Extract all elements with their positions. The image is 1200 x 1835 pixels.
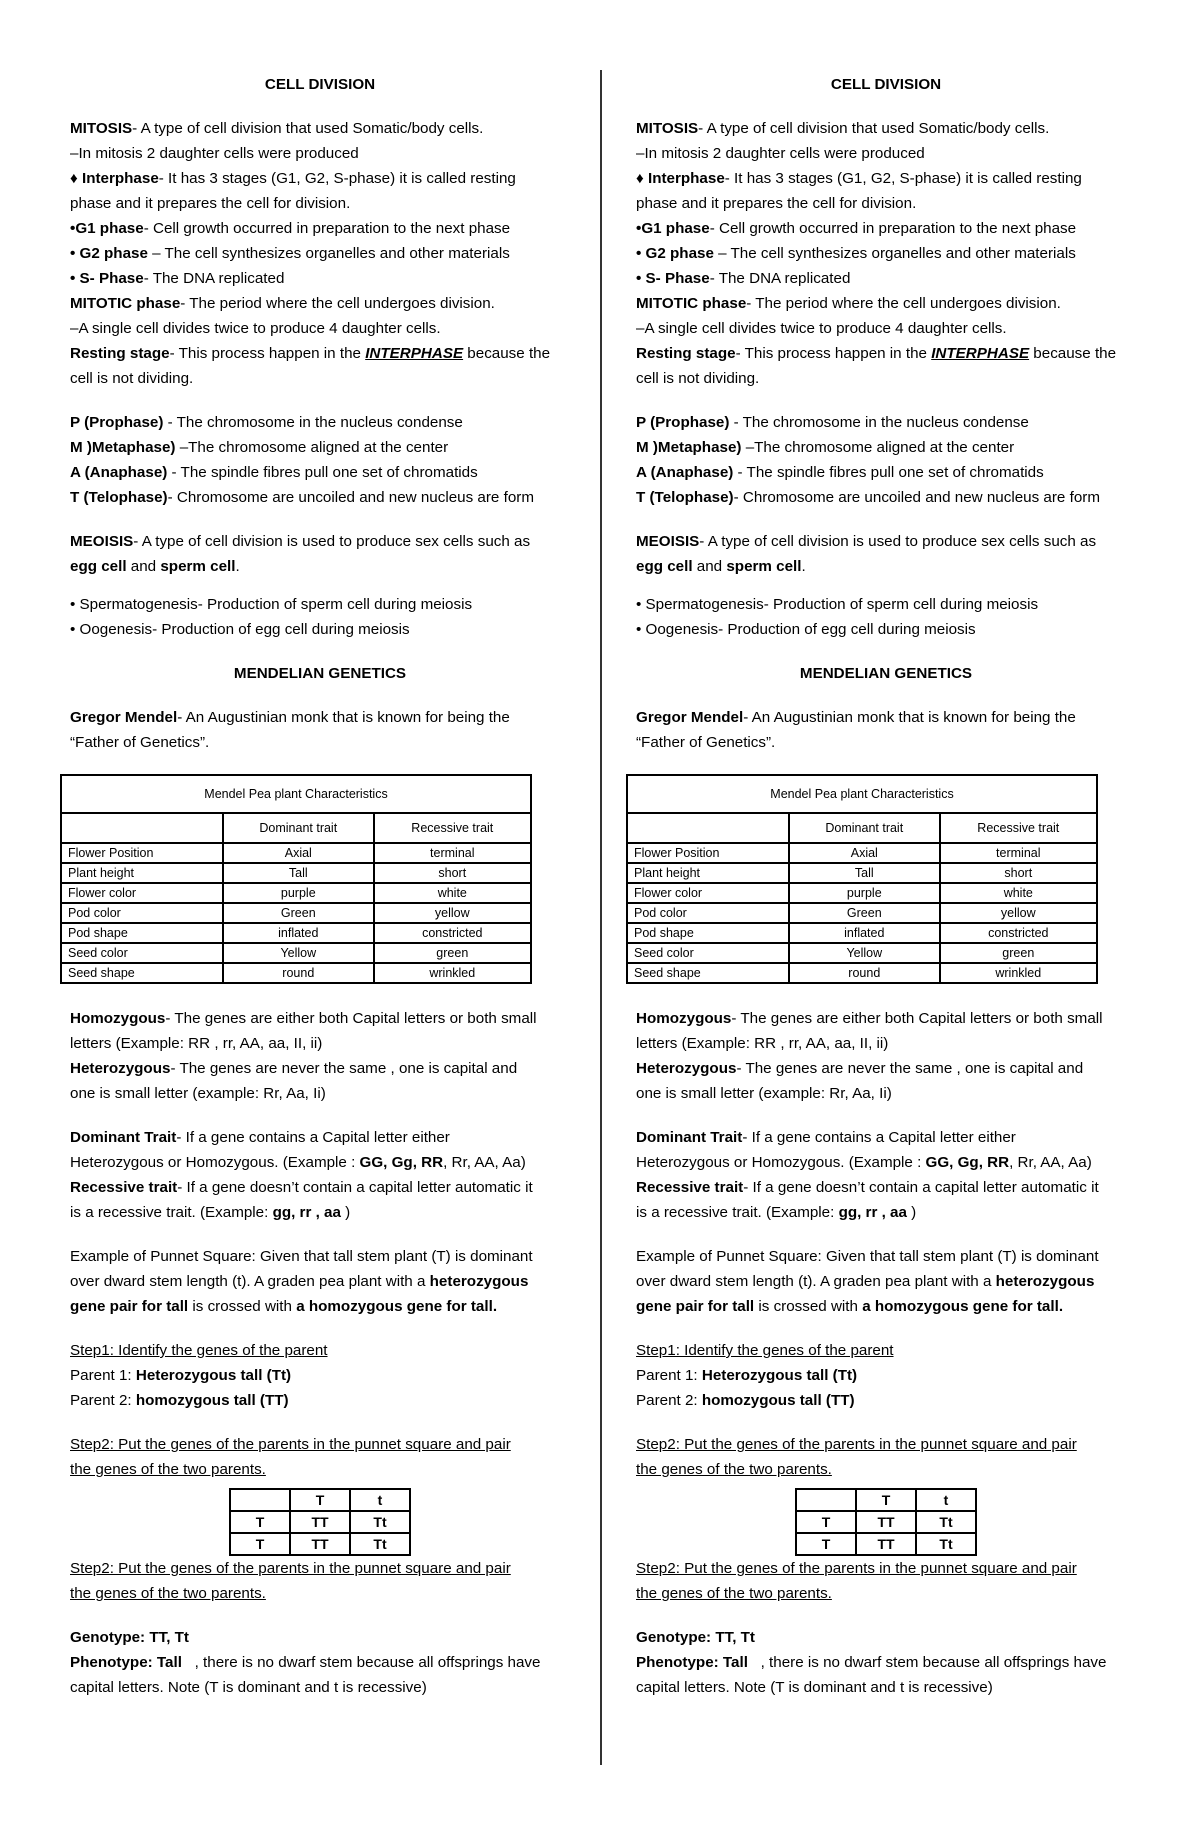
mitosis-def: - A type of cell division that used Somatic/body cells. xyxy=(698,120,1050,137)
step2-line-1: Step2: Put the genes of the parents in the punnet square and pair xyxy=(636,1436,1077,1453)
heterozygous-def-cont: one is small letter (example: Rr, Aa, Ii) xyxy=(70,1085,326,1102)
recessive-def-cont: is a recessive trait. (Example: xyxy=(70,1204,273,1221)
table-header-recessive: Recessive trait xyxy=(940,813,1097,843)
dominant-def-cont: Heterozygous or Homozygous. (Example : xyxy=(70,1154,360,1171)
meiosis-term: MEOISIS xyxy=(70,533,134,550)
prophase-def: - The chromosome in the nucleus condense xyxy=(729,414,1029,431)
punnett-cell: T xyxy=(230,1533,290,1555)
s-phase-def: - The DNA replicated xyxy=(709,270,851,287)
phases-section xyxy=(70,410,570,510)
step2-repeat-line-1: Step2: Put the genes of the parents in the punnet square and pair xyxy=(636,1560,1077,1577)
recessive-example-rest: ) xyxy=(340,1204,351,1221)
g2-def: – The cell synthesizes organelles and other materials xyxy=(713,245,1076,262)
step1-section xyxy=(636,1338,1136,1413)
step1-section xyxy=(70,1338,570,1413)
table-cell: Axial xyxy=(223,843,374,863)
resting-emphasis: INTERPHASE xyxy=(365,345,464,362)
homozygous-def: - The genes are either both Capital letters or both small xyxy=(731,1010,1103,1027)
interphase-def: - It has 3 stages (G1, G2, S-phase) it is called resting xyxy=(158,170,516,187)
dominant-example-rest: , Rr, AA, Aa) xyxy=(1009,1154,1092,1171)
table-cell: Seed shape xyxy=(61,963,223,983)
example-heterozygous: heterozygous xyxy=(995,1273,1095,1290)
parent1-label: Parent 1: xyxy=(636,1367,702,1384)
dominant-def: - If a gene contains a Capital letter either xyxy=(742,1129,1016,1146)
mendel-section xyxy=(70,705,570,755)
oogenesis-bullet: • Oogenesis- Production of egg cell during meiosis xyxy=(636,621,976,638)
dominant-term: Dominant Trait xyxy=(636,1129,743,1146)
table-row xyxy=(61,883,531,903)
punnett-cell: Tt xyxy=(350,1533,410,1555)
resting-term: Resting stage xyxy=(70,345,170,362)
page-title: CELL DIVISION xyxy=(264,76,376,93)
table-cell: constricted xyxy=(374,923,531,943)
recessive-term: Recessive trait xyxy=(70,1179,178,1196)
table-cell: Axial xyxy=(789,843,940,863)
anaphase-term: A (Anaphase) xyxy=(70,464,168,481)
example-line-1: Example of Punnet Square: Given that tall stem plant (T) is dominant xyxy=(70,1248,533,1265)
sperm-cell-term: sperm cell xyxy=(160,558,236,575)
punnett-cell: T xyxy=(856,1489,916,1511)
step2-repeat-line-2: the genes of the two parents. xyxy=(70,1585,266,1602)
step2-line-2: the genes of the two parents. xyxy=(70,1461,266,1478)
punnett-cell: TT xyxy=(856,1511,916,1533)
homozygous-def: - The genes are either both Capital letters or both small xyxy=(165,1010,537,1027)
meiosis-def: - A type of cell division is used to produce sex cells such as xyxy=(133,533,531,550)
interphase-def-cont: phase and it prepares the cell for division. xyxy=(636,195,917,212)
table-cell: Seed shape xyxy=(627,963,789,983)
g1-def: - Cell growth occurred in preparation to the next phase xyxy=(143,220,511,237)
homozygous-def-cont: letters (Example: RR , rr, AA, aa, II, ii) xyxy=(636,1035,889,1052)
example-section xyxy=(636,1244,1136,1319)
punnett-square xyxy=(229,1488,411,1556)
example-line-2: over dward stem length (t). A graden pea plant with a xyxy=(636,1273,996,1290)
mitosis-def: - A type of cell division that used Somatic/body cells. xyxy=(132,120,484,137)
step2-repeat-line-2: the genes of the two parents. xyxy=(636,1585,832,1602)
pea-plant-table xyxy=(60,774,532,984)
recessive-def: - If a gene doesn’t contain a capital letter automatic it xyxy=(177,1179,533,1196)
g2-term: • G2 phase xyxy=(70,245,148,262)
recessive-def: - If a gene doesn’t contain a capital letter automatic it xyxy=(743,1179,1099,1196)
traits-section xyxy=(636,1125,1136,1225)
table-cell: Tall xyxy=(789,863,940,883)
homozygous-def-cont: letters (Example: RR , rr, AA, aa, II, ii) xyxy=(70,1035,323,1052)
table-row xyxy=(627,843,1097,863)
pea-plant-table xyxy=(626,774,1098,984)
table-row xyxy=(61,963,531,983)
phenotype-def: , there is no dwarf stem because all offsprings have xyxy=(181,1654,541,1671)
parent1-value: Heterozygous tall (Tt) xyxy=(701,1367,858,1384)
heterozygous-def: - The genes are never the same , one is capital and xyxy=(736,1060,1084,1077)
example-line-1: Example of Punnet Square: Given that tall stem plant (T) is dominant xyxy=(636,1248,1099,1265)
meiosis-and: and xyxy=(692,558,727,575)
table-row xyxy=(627,963,1097,983)
g1-def: - Cell growth occurred in preparation to the next phase xyxy=(709,220,1077,237)
zygous-section xyxy=(636,1006,1136,1106)
table-cell: round xyxy=(223,963,374,983)
resting-def-b: because the xyxy=(463,345,551,362)
table-cell: yellow xyxy=(940,903,1097,923)
punnett-cell: T xyxy=(290,1489,350,1511)
recessive-def-cont: is a recessive trait. (Example: xyxy=(636,1204,839,1221)
telophase-term: T (Telophase) xyxy=(70,489,168,506)
table-cell: Pod shape xyxy=(61,923,223,943)
example-homozygous: a homozygous gene for tall. xyxy=(296,1298,498,1315)
dominant-example-bold: GG, Gg, RR xyxy=(925,1154,1010,1171)
mendel-section xyxy=(636,705,1136,755)
table-cell: purple xyxy=(223,883,374,903)
metaphase-def: –The chromosome aligned at the center xyxy=(175,439,449,456)
page-title: CELL DIVISION xyxy=(830,76,942,93)
example-section xyxy=(70,1244,570,1319)
table-cell: short xyxy=(374,863,531,883)
meiosis-def: - A type of cell division is used to produce sex cells such as xyxy=(699,533,1097,550)
table-cell: Flower Position xyxy=(61,843,223,863)
right-column xyxy=(636,72,1136,1700)
table-cell: short xyxy=(940,863,1097,883)
telophase-def: - Chromosome are uncoiled and new nucleus are form xyxy=(733,489,1100,506)
resting-def-cont: cell is not dividing. xyxy=(636,370,760,387)
mendel-def: - An Augustinian monk that is known for being the xyxy=(177,709,510,726)
table-cell: Flower Position xyxy=(627,843,789,863)
table-cell: inflated xyxy=(223,923,374,943)
column-divider xyxy=(600,70,602,1765)
table-cell: terminal xyxy=(374,843,531,863)
parent1-label: Parent 1: xyxy=(70,1367,136,1384)
punnett-cell: T xyxy=(796,1511,856,1533)
example-gene-pair: gene pair for tall xyxy=(70,1298,189,1315)
punnett-cell: Tt xyxy=(350,1511,410,1533)
g1-term: •G1 phase xyxy=(636,220,710,237)
mitotic-def: - The period where the cell undergoes division. xyxy=(180,295,495,312)
interphase-term: ♦ Interphase xyxy=(636,170,725,187)
table-cell: terminal xyxy=(940,843,1097,863)
punnett-cell: TT xyxy=(290,1511,350,1533)
table-cell: Yellow xyxy=(223,943,374,963)
phases-section xyxy=(636,410,1136,510)
s-phase-term: • S- Phase xyxy=(70,270,144,287)
mendel-def-cont: “Father of Genetics”. xyxy=(636,734,776,751)
meiosis-section xyxy=(70,529,570,642)
mitosis-note: –In mitosis 2 daughter cells were produced xyxy=(636,145,925,162)
resting-def-cont: cell is not dividing. xyxy=(70,370,194,387)
table-header-dominant: Dominant trait xyxy=(789,813,940,843)
oogenesis-bullet: • Oogenesis- Production of egg cell during meiosis xyxy=(70,621,410,638)
meiosis-period: . xyxy=(235,558,240,575)
table-row xyxy=(627,923,1097,943)
table-cell: white xyxy=(940,883,1097,903)
metaphase-term: M )Metaphase) xyxy=(70,439,176,456)
resting-term: Resting stage xyxy=(636,345,736,362)
table-cell: Green xyxy=(223,903,374,923)
table-row xyxy=(627,903,1097,923)
phenotype-def-cont: capital letters. Note (T is dominant and t is recessive) xyxy=(636,1679,993,1696)
example-gene-pair: gene pair for tall xyxy=(636,1298,755,1315)
punnett-square xyxy=(795,1488,977,1556)
punnett-cell: t xyxy=(916,1489,976,1511)
table-row xyxy=(627,943,1097,963)
meiosis-section xyxy=(636,529,1136,642)
interphase-term: ♦ Interphase xyxy=(70,170,159,187)
zygous-section xyxy=(70,1006,570,1106)
table-cell: Seed color xyxy=(61,943,223,963)
punnett-cell: Tt xyxy=(916,1511,976,1533)
homozygous-term: Homozygous xyxy=(70,1010,166,1027)
meiosis-period: . xyxy=(801,558,806,575)
mendel-def-cont: “Father of Genetics”. xyxy=(70,734,210,751)
step1-title: Step1: Identify the genes of the parent xyxy=(70,1342,328,1359)
table-cell: round xyxy=(789,963,940,983)
punnett-cell xyxy=(230,1489,290,1511)
telophase-term: T (Telophase) xyxy=(636,489,734,506)
step2-section xyxy=(70,1432,570,1482)
mitotic-term: MITOTIC phase xyxy=(70,295,181,312)
mitotic-term: MITOTIC phase xyxy=(636,295,747,312)
mitotic-note: –A single cell divides twice to produce 4 daughter cells. xyxy=(70,320,441,337)
mendel-def: - An Augustinian monk that is known for being the xyxy=(743,709,1076,726)
step2-repeat-section xyxy=(70,1556,570,1606)
g2-term: • G2 phase xyxy=(636,245,714,262)
table-cell: wrinkled xyxy=(940,963,1097,983)
table-cell: Plant height xyxy=(61,863,223,883)
mendel-term: Gregor Mendel xyxy=(636,709,744,726)
table-header-blank xyxy=(627,813,789,843)
table-cell: constricted xyxy=(940,923,1097,943)
heterozygous-term: Heterozygous xyxy=(70,1060,171,1077)
table-caption: Mendel Pea plant Characteristics xyxy=(61,775,531,813)
interphase-def-cont: phase and it prepares the cell for division. xyxy=(70,195,351,212)
step2-repeat-section xyxy=(636,1556,1136,1606)
table-cell: Flower color xyxy=(61,883,223,903)
anaphase-def: - The spindle fibres pull one set of chromatids xyxy=(733,464,1044,481)
interphase-def: - It has 3 stages (G1, G2, S-phase) it is called resting xyxy=(724,170,1082,187)
mitosis-section xyxy=(636,116,1136,391)
prophase-term: P (Prophase) xyxy=(70,414,164,431)
dominant-example-rest: , Rr, AA, Aa) xyxy=(443,1154,526,1171)
step2-line-2: the genes of the two parents. xyxy=(636,1461,832,1478)
dominant-term: Dominant Trait xyxy=(70,1129,177,1146)
table-row xyxy=(61,843,531,863)
punnett-cell: TT xyxy=(290,1533,350,1555)
table-cell: green xyxy=(940,943,1097,963)
result-section xyxy=(70,1625,570,1700)
recessive-example-bold: gg, rr , aa xyxy=(272,1204,341,1221)
s-phase-def: - The DNA replicated xyxy=(143,270,285,287)
table-header-dominant: Dominant trait xyxy=(223,813,374,843)
resting-emphasis: INTERPHASE xyxy=(931,345,1030,362)
mendel-term: Gregor Mendel xyxy=(70,709,178,726)
dominant-def-cont: Heterozygous or Homozygous. (Example : xyxy=(636,1154,926,1171)
egg-cell-term: egg cell xyxy=(70,558,127,575)
mitotic-def: - The period where the cell undergoes division. xyxy=(746,295,1061,312)
punnett-cell: T xyxy=(230,1511,290,1533)
table-cell: Yellow xyxy=(789,943,940,963)
metaphase-def: –The chromosome aligned at the center xyxy=(741,439,1015,456)
egg-cell-term: egg cell xyxy=(636,558,693,575)
parent2-value: homozygous tall (TT) xyxy=(701,1392,855,1409)
table-row xyxy=(627,863,1097,883)
mitosis-section xyxy=(70,116,570,391)
traits-section xyxy=(70,1125,570,1225)
table-row xyxy=(61,903,531,923)
table-header-recessive: Recessive trait xyxy=(374,813,531,843)
punnett-cell: T xyxy=(796,1533,856,1555)
resting-def: - This process happen in the xyxy=(169,345,366,362)
table-cell: Flower color xyxy=(627,883,789,903)
meiosis-and: and xyxy=(126,558,161,575)
step1-title: Step1: Identify the genes of the parent xyxy=(636,1342,894,1359)
step2-line-1: Step2: Put the genes of the parents in the punnet square and pair xyxy=(70,1436,511,1453)
table-cell: Plant height xyxy=(627,863,789,883)
punnett-cell: Tt xyxy=(916,1533,976,1555)
table-caption: Mendel Pea plant Characteristics xyxy=(627,775,1097,813)
table-row xyxy=(61,943,531,963)
example-line-2: over dward stem length (t). A graden pea plant with a xyxy=(70,1273,430,1290)
mendelian-heading: MENDELIAN GENETICS xyxy=(233,665,407,682)
phenotype-def: , there is no dwarf stem because all offsprings have xyxy=(747,1654,1107,1671)
example-homozygous: a homozygous gene for tall. xyxy=(862,1298,1064,1315)
metaphase-term: M )Metaphase) xyxy=(636,439,742,456)
example-heterozygous: heterozygous xyxy=(429,1273,529,1290)
table-cell: Pod shape xyxy=(627,923,789,943)
table-cell: purple xyxy=(789,883,940,903)
heterozygous-term: Heterozygous xyxy=(636,1060,737,1077)
step2-section xyxy=(636,1432,1136,1482)
phenotype-def-cont: capital letters. Note (T is dominant and t is recessive) xyxy=(70,1679,427,1696)
genotype: Genotype: TT, Tt xyxy=(636,1629,755,1646)
table-row xyxy=(627,883,1097,903)
prophase-def: - The chromosome in the nucleus condense xyxy=(163,414,463,431)
left-column xyxy=(70,72,570,1700)
resting-def-b: because the xyxy=(1029,345,1117,362)
g1-term: •G1 phase xyxy=(70,220,144,237)
table-header-blank xyxy=(61,813,223,843)
mitosis-term: MITOSIS xyxy=(70,120,133,137)
g2-def: – The cell synthesizes organelles and other materials xyxy=(147,245,510,262)
mitosis-note: –In mitosis 2 daughter cells were produced xyxy=(70,145,359,162)
recessive-example-bold: gg, rr , aa xyxy=(838,1204,907,1221)
table-cell: Seed color xyxy=(627,943,789,963)
sperm-cell-term: sperm cell xyxy=(726,558,802,575)
parent2-label: Parent 2: xyxy=(636,1392,702,1409)
table-cell: green xyxy=(374,943,531,963)
dominant-def: - If a gene contains a Capital letter either xyxy=(176,1129,450,1146)
recessive-term: Recessive trait xyxy=(636,1179,744,1196)
s-phase-term: • S- Phase xyxy=(636,270,710,287)
phenotype-term: Phenotype: Tall xyxy=(636,1654,748,1671)
mendelian-heading: MENDELIAN GENETICS xyxy=(799,665,973,682)
spermatogenesis-bullet: • Spermatogenesis- Production of sperm cell during meiosis xyxy=(70,596,473,613)
spermatogenesis-bullet: • Spermatogenesis- Production of sperm cell during meiosis xyxy=(636,596,1039,613)
resting-def: - This process happen in the xyxy=(735,345,932,362)
anaphase-def: - The spindle fibres pull one set of chromatids xyxy=(167,464,478,481)
heterozygous-def: - The genes are never the same , one is capital and xyxy=(170,1060,518,1077)
table-cell: Pod color xyxy=(627,903,789,923)
prophase-term: P (Prophase) xyxy=(636,414,730,431)
punnett-cell: TT xyxy=(856,1533,916,1555)
telophase-def: - Chromosome are uncoiled and new nucleus are form xyxy=(167,489,534,506)
example-crossed: is crossed with xyxy=(754,1298,863,1315)
genotype: Genotype: TT, Tt xyxy=(70,1629,189,1646)
mitosis-term: MITOSIS xyxy=(636,120,699,137)
punnett-cell: t xyxy=(350,1489,410,1511)
punnett-cell xyxy=(796,1489,856,1511)
table-cell: inflated xyxy=(789,923,940,943)
table-cell: wrinkled xyxy=(374,963,531,983)
dominant-example-bold: GG, Gg, RR xyxy=(359,1154,444,1171)
heterozygous-def-cont: one is small letter (example: Rr, Aa, Ii) xyxy=(636,1085,892,1102)
table-row xyxy=(61,923,531,943)
parent2-label: Parent 2: xyxy=(70,1392,136,1409)
table-cell: Pod color xyxy=(61,903,223,923)
result-section xyxy=(636,1625,1136,1700)
table-cell: Green xyxy=(789,903,940,923)
recessive-example-rest: ) xyxy=(906,1204,917,1221)
table-cell: white xyxy=(374,883,531,903)
homozygous-term: Homozygous xyxy=(636,1010,732,1027)
table-cell: Tall xyxy=(223,863,374,883)
step2-repeat-line-1: Step2: Put the genes of the parents in the punnet square and pair xyxy=(70,1560,511,1577)
table-row xyxy=(61,863,531,883)
mitotic-note: –A single cell divides twice to produce 4 daughter cells. xyxy=(636,320,1007,337)
example-crossed: is crossed with xyxy=(188,1298,297,1315)
anaphase-term: A (Anaphase) xyxy=(636,464,734,481)
parent1-value: Heterozygous tall (Tt) xyxy=(135,1367,292,1384)
phenotype-term: Phenotype: Tall xyxy=(70,1654,182,1671)
table-cell: yellow xyxy=(374,903,531,923)
parent2-value: homozygous tall (TT) xyxy=(135,1392,289,1409)
meiosis-term: MEOISIS xyxy=(636,533,700,550)
